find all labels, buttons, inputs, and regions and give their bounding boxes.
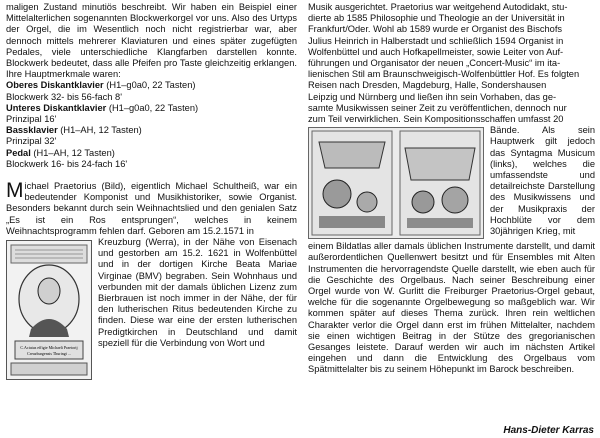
- beside-image-text: Bände. Als sein Hauptwerk gilt jedoch das Syntagma Musicum (links), welches die umfassendste und detailreichste Darstellung des Musikwissens und der Musikpraxis der Hochblüte vor dem 30jährigen Krieg, mit: [490, 125, 595, 237]
- spec-detail: (H1–AH, 12 Tasten): [30, 147, 115, 158]
- text-line: lienischen Stil am Braunschweigisch-Wolfenbüttler Hof. Es folgten: [308, 69, 580, 80]
- right-column: [308, 2, 595, 376]
- left-column: [6, 2, 297, 382]
- text-line: Leipzig und Nürnberg und ließen ihn sein Vorhaben, das ge-: [308, 91, 557, 102]
- text-line: Wolfenbüttel und auch Hofkapellmeister, sowie Leiter von Auf-: [308, 46, 564, 57]
- spec-stop: Blockwerk 16- bis 24-fach 16': [6, 158, 128, 169]
- text-line: führungen und Organisator der neuen „Concert-Music“ im ita-: [308, 58, 561, 69]
- spec-stop: Prinzipal 16': [6, 114, 57, 125]
- spec-bass: [6, 125, 297, 147]
- spec-title: Oberes Diskantklavier: [6, 80, 104, 91]
- text-line: samte Musikwissen seiner Zeit zu veröffentlichen, dennoch nur: [308, 102, 567, 113]
- spec-title: Pedal: [6, 147, 31, 158]
- portrait-illustration: [7, 241, 91, 379]
- portrait-caption-line2: Creuzburgensis Thuringi ...: [27, 351, 71, 357]
- bio-with-portrait: [6, 237, 297, 382]
- text-line: Frankfurt/Oder. Wohl ab 1589 wurde er Organist des Bischofs: [308, 24, 563, 35]
- syntagma-illustration: [308, 127, 484, 239]
- praetorius-portrait: [6, 240, 92, 380]
- spec-detail: (H1–AH, 12 Tasten): [57, 125, 142, 136]
- portrait-caption-line1: C.Actatus effigie Michaeli Praetorij: [20, 345, 78, 351]
- drop-cap: M: [6, 179, 24, 203]
- syntagma-block: [308, 125, 595, 241]
- spec-oberes: [6, 80, 297, 102]
- spec-unteres: [6, 103, 297, 125]
- bio-second: Kreuzburg (Werra), in der Nähe von Eisenach und gestorben am 15.2. 1621 in Wolfenbüttel und in der dortigen Kirche Beata Mariae Virginae (BMV) begraben. Sein Wohnhaus und verbunden mit der damals üblichen Lizenz zum Bierbrauen ist noch immer in der Nähe, der für den lutherischen Ritus bedeutenden Kirche zu finden. Diese war eine der ersten lutherischen Predigtkirchen in Deutschland und damit speziell für die Verbindung von Wort und: [98, 237, 297, 348]
- syntagma-engraving: [309, 128, 483, 238]
- text-line: Julius Heinrich in Halberstadt und schließlich 1594 Organist in: [308, 35, 564, 46]
- text-line: Musik ausgerichtet. Praetorius war weitgehend Autodidakt, stu-: [308, 2, 568, 12]
- spec-title: Bassklavier: [6, 125, 58, 136]
- text-line: Reisen nach Dresden, Magdeburg, Halle, Sondershausen: [308, 80, 547, 91]
- spec-detail: (H1–g0a0, 22 Tasten): [103, 80, 196, 91]
- text-line: dierte ab 1585 Philosophie und Theologie an der Universität in: [308, 13, 565, 24]
- spec-stop: Blockwerk 32- bis 56-fach 8': [6, 91, 122, 102]
- spec-pedal: [6, 148, 297, 170]
- intro-paragraph: maligen Zustand minutiös beschreibt. Wir haben ein Beispiel einer Mittelalterlichen sogenannten Blockwerkorgel vor uns. Also des Urtyps der Orgel, die im Wesentlich noch nicht registrierbar war, aber dennoch mittels mehrerer Klaviaturen und eines später zugefügten Pedales, viele unterschiedliche Klangfarben darstellen konnte. Blockwerk bedeutet, dass alle Pfeifen pro Taste gleichzeitig erklangen. Ihre Hauptmerkmale waren:: [6, 2, 297, 80]
- spec-stop: Prinzipal 32': [6, 136, 57, 147]
- spec-title: Unteres Diskantklavier: [6, 102, 107, 113]
- closing-paragraph: einem Bildatlas aller damals üblichen Instrumente darstellt, und damit außerordentlichen Quellenwert besitzt und für Ensembles mit Alten Instrumenten die hervorragendste Quelle darstellt, wie eben auch für die Geschichte des Orgelbaus. Nach seiner Beschreibung einer Orgel wurde von W. Gurlitt die Freiburger Praetorius-Orgel gebaut, welche für die sogenannte Orgelbewegung so maßgeblich war. Wir kommen später auf dieses Thema zurück. Ihren rein weltlichen Charakter verlor die Orgel dann erst im frühen Mittelalter, nachdem sie einen wichtigen Beitrag in der Stütze des gregorianischen Gesanges leistete. Darauf werden wir auch im nächsten Artikel eingehen und dann die Entwicklung des Orgelbaus vom Spätmittelalter bis zu seinem Höhepunkt im Barock beschreiben.: [308, 241, 595, 375]
- spec-detail: (H1–g0a0, 22 Tasten): [106, 102, 199, 113]
- text-line: zum Teil verwirklichen. Sein Kompositionsschaffen umfasst 20: [308, 114, 564, 125]
- bio-first: Michael Praetorius (Bild), eigentlich Michael Schultheiß, war ein bedeutender Komponist und Musikhistoriker, sowie Organist. Besonders bekannt durch sein Weihnachtslied und den genialen Satz „Es ist ein Ros entsprungen“, welches in keinem Weihnachtsprogramm fehlen darf. Geboren am 15.2.1571 in: [6, 179, 297, 236]
- organ-specs: [6, 80, 297, 170]
- author-signature: Hans-Dieter Karras: [503, 424, 594, 436]
